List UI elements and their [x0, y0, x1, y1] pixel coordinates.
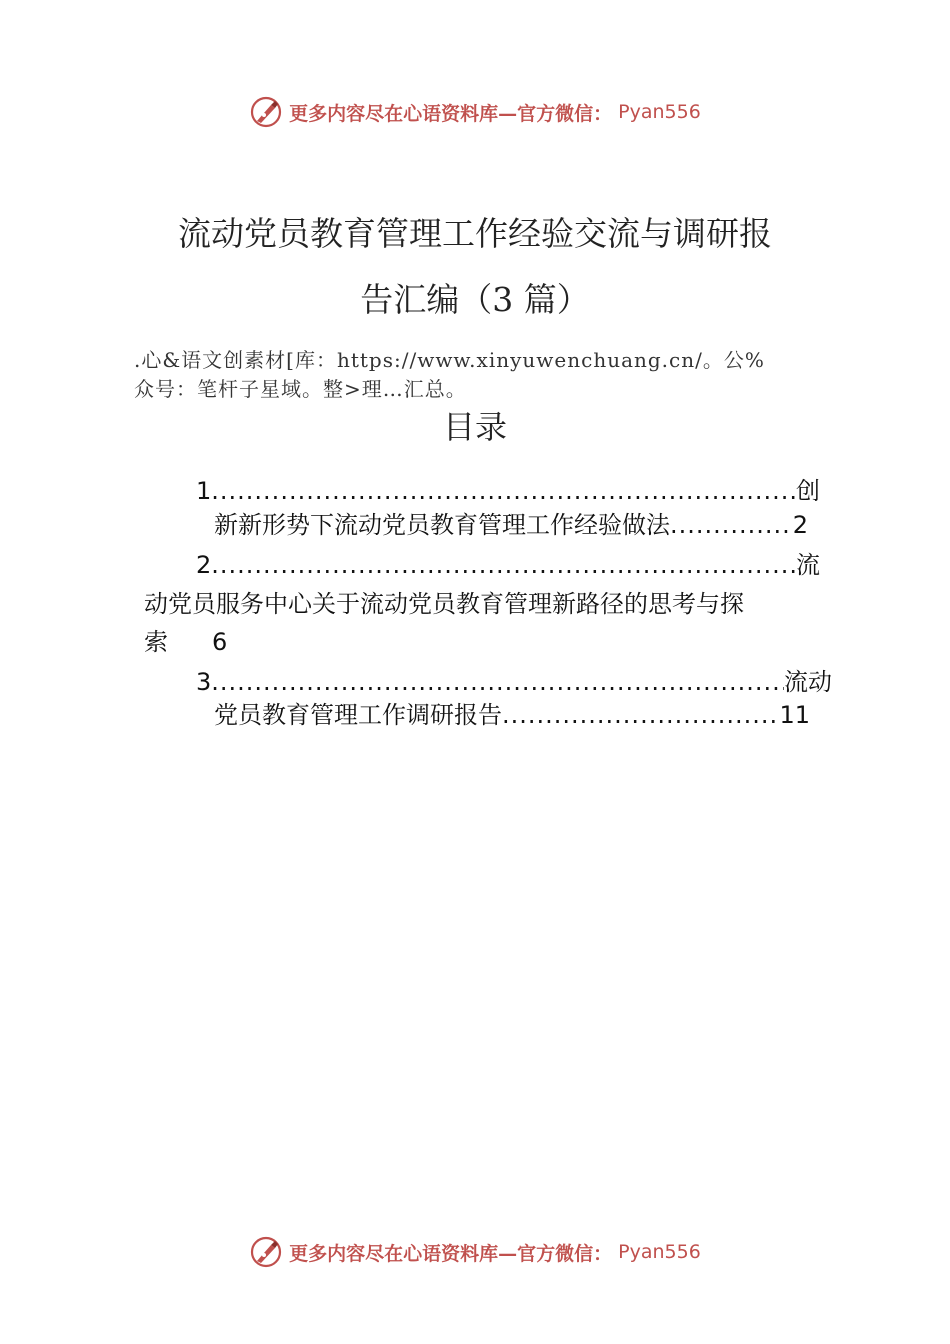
toc-dot-leader [670, 511, 793, 539]
toc-entry-page: 2 [792, 511, 808, 539]
toc-entry-title-rest: 新新形势下流动党员教育管理工作经验做法 [214, 511, 670, 539]
toc-heading: 目录 [442, 408, 507, 446]
toc-entry-page: 11 [779, 701, 810, 729]
source-note-line-1: .心&语文创素材[库：https://www.xinyuwenchuang.cn/。公% [134, 348, 765, 372]
toc-entry-title-rest: 动党员服务中心关于流动党员教育管理新路径的思考与探 [144, 590, 744, 618]
toc-entry-3-line-2[interactable] [214, 695, 810, 730]
toc-dot-leader [502, 701, 779, 729]
toc-entry-1-line-1[interactable] [196, 471, 820, 506]
banner-wechat-id: Pyan556 [618, 101, 701, 123]
toc-entry-number: 2 [196, 551, 212, 579]
toc-entry-title-start: 创 [796, 477, 820, 505]
toc-entry-number: 3 [196, 668, 212, 696]
header-banner [0, 94, 950, 130]
toc-entry-number: 1 [196, 477, 212, 505]
toc-dot-leader [211, 551, 796, 579]
toc-entry-title-start: 流 [796, 551, 820, 579]
toc-entry-3-line-1[interactable] [196, 662, 832, 697]
source-note-line-2: 众号：笔杆子星域。整>理…汇总。 [134, 377, 467, 401]
toc-entry-title-start: 流动 [784, 668, 832, 696]
toc-entry-page: 6 [212, 628, 228, 656]
banner-text: 更多内容尽在心语资料库—官方微信： [289, 1242, 613, 1265]
toc-entry-1-line-2[interactable] [214, 505, 808, 540]
footer-banner [0, 1234, 950, 1270]
pen-logo-icon [249, 95, 283, 129]
toc-entry-2-line-3[interactable] [144, 622, 264, 657]
document-title-line-1: 流动党员教育管理工作经验交流与调研报 [178, 214, 772, 253]
banner-wechat-id: Pyan556 [618, 1241, 701, 1263]
banner-text: 更多内容尽在心语资料库—官方微信： [289, 102, 613, 125]
toc-dot-leader [211, 668, 784, 696]
document-title-line-2: 告汇编（3 篇） [360, 280, 590, 319]
toc-dot-leader [211, 477, 796, 505]
pen-logo-icon [249, 1235, 283, 1269]
toc-entry-2-line-2[interactable] [144, 584, 804, 619]
toc-entry-title-rest: 党员教育管理工作调研报告 [214, 701, 502, 729]
toc-entry-title-end: 索 [144, 628, 168, 656]
toc-entry-2-line-1[interactable] [196, 545, 820, 580]
